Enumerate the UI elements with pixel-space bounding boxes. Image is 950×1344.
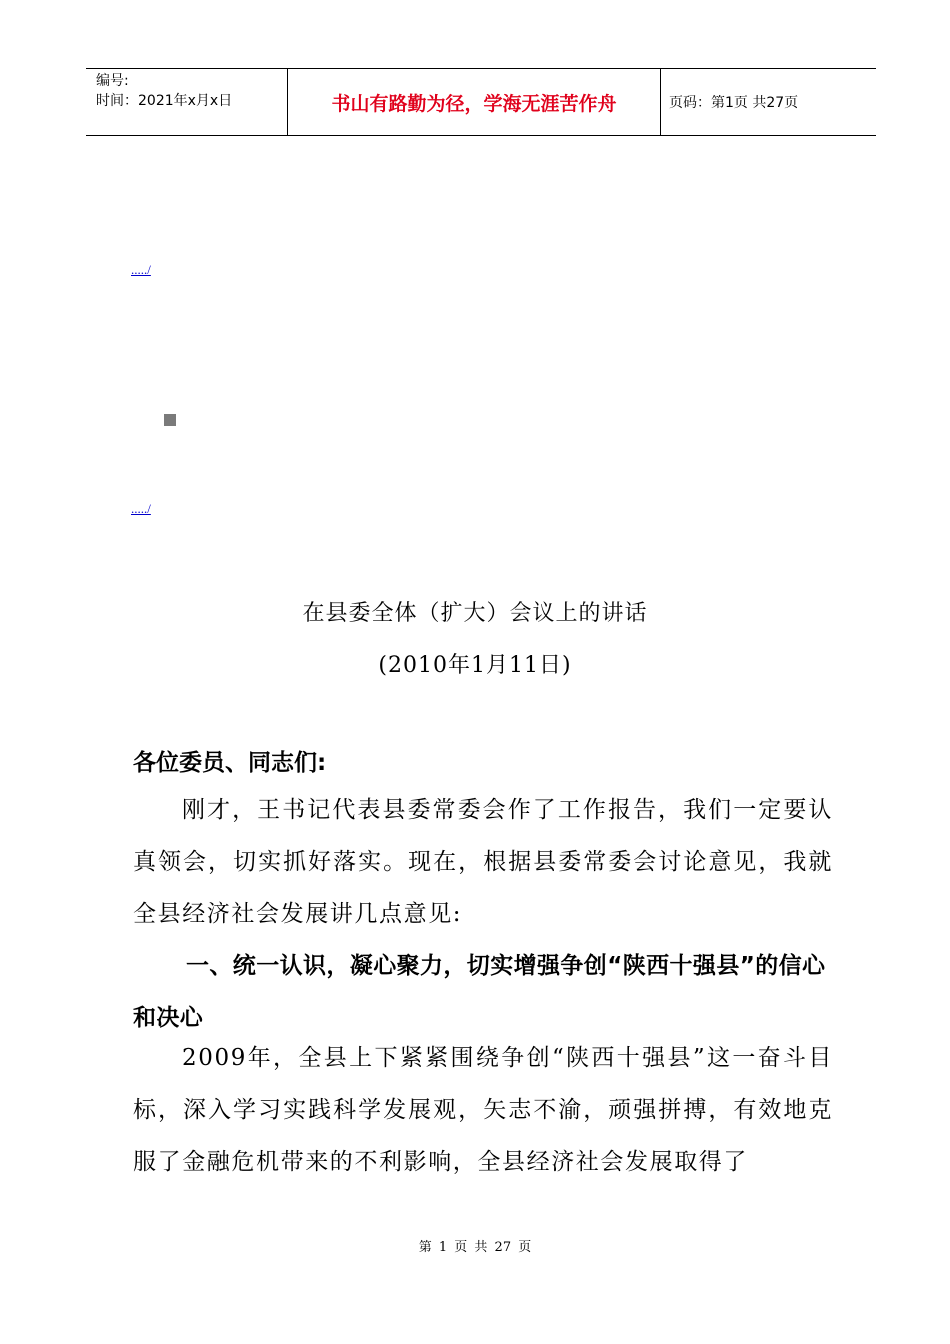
page-footer: 第 1 页 共 27 页 — [418, 1240, 532, 1255]
header-meta — [86, 69, 287, 135]
link-1[interactable]: ...../ — [131, 262, 151, 277]
salutation: 各位委员、同志们: — [133, 750, 327, 776]
section-heading-1: 一、统一认识，凝心聚力，切实增强争创“陕西十强县”的信心和决心 — [133, 953, 826, 1031]
broken-image-icon — [164, 414, 176, 426]
header-motto: 书山有路勤为径，学海无涯苦作舟 — [287, 69, 661, 135]
document-date: (2010年1月11日) — [378, 653, 572, 678]
link-2[interactable]: ...../ — [131, 501, 151, 516]
paragraph-1: 刚才，王书记代表县委常委会作了工作报告，我们一定要认真领会，切实抓好落实。现在，根据县委常委会讨论意见，我就全县经济社会发展讲几点意见: — [133, 797, 833, 927]
paragraph-2: 2009年，全县上下紧紧围绕争创“陕西十强县”这一奋斗目标，深入学习实践科学发展观，矢志不渝，顽强拼搏，有效地克服了金融危机带来的不利影响，全县经济社会发展取得了 — [133, 1045, 833, 1175]
header-page-info: 页码：第1页 共27页 — [669, 95, 799, 111]
document-time-label: 时间：2021年x月x日 — [96, 93, 233, 109]
document-number-label: 编号: — [96, 73, 129, 89]
document-title: 在县委全体（扩大）会议上的讲话 — [302, 601, 648, 626]
document-header — [86, 68, 876, 136]
